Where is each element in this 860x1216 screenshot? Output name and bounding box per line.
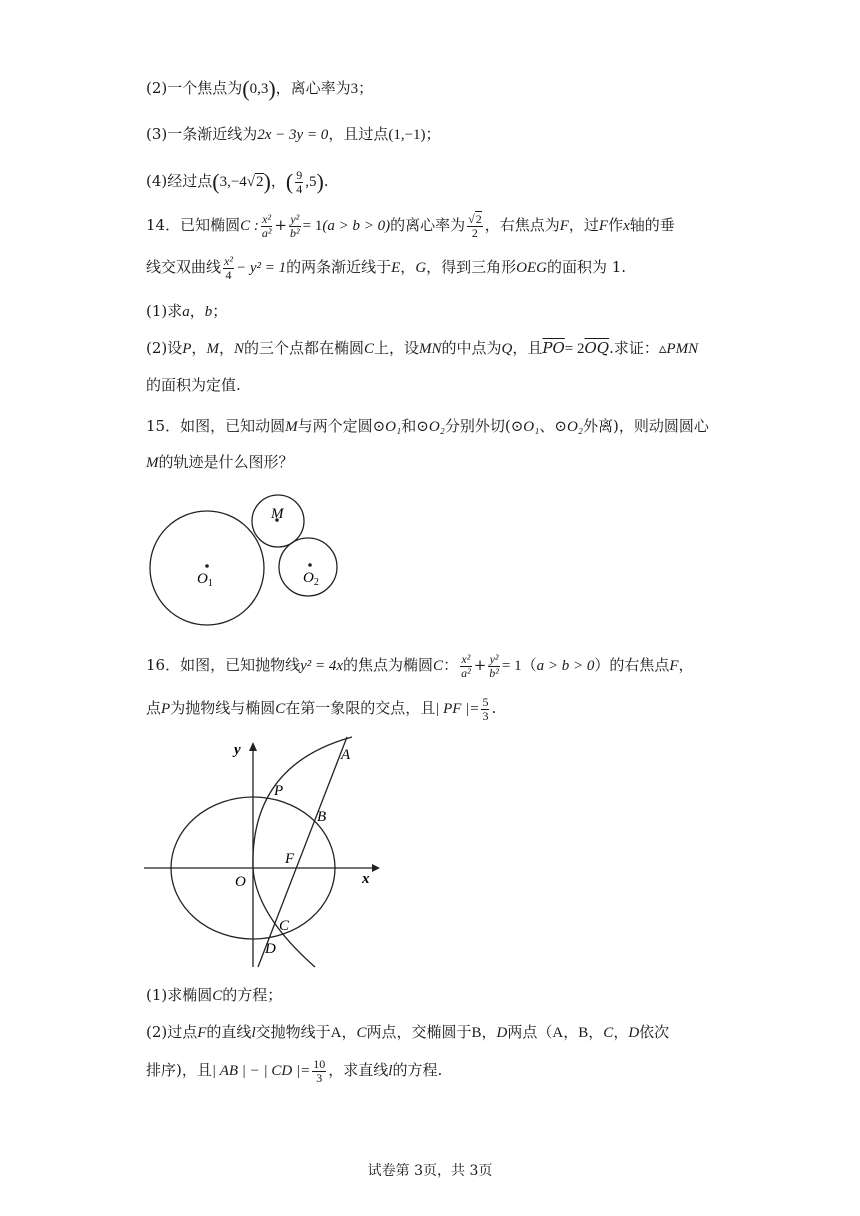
denominator: b² bbox=[290, 225, 300, 240]
label-o2-main: O bbox=[303, 570, 314, 586]
math: Q bbox=[501, 341, 513, 357]
fraction bbox=[295, 169, 303, 196]
math: 2 bbox=[475, 211, 482, 226]
math: | PF |= bbox=[435, 701, 480, 717]
q16-part2 bbox=[146, 1022, 669, 1043]
math: = 1 bbox=[501, 658, 522, 674]
math: 2 bbox=[256, 174, 264, 190]
label-o: O bbox=[235, 874, 246, 890]
fraction bbox=[481, 696, 489, 723]
math: E bbox=[391, 260, 401, 276]
math: A bbox=[330, 1025, 342, 1041]
text: 线交双曲线 bbox=[146, 258, 222, 276]
math-point: (1,−1) bbox=[388, 127, 426, 143]
label-y: y bbox=[234, 742, 241, 758]
math-asymptote: 2x − 3y = 0 bbox=[257, 127, 329, 143]
text: 与两个定圆 bbox=[297, 417, 373, 435]
label-o2 bbox=[303, 570, 319, 588]
vector: $\overline{OQ}$ bbox=[584, 339, 610, 357]
text: 的轨迹是什么图形？ bbox=[158, 453, 294, 471]
text: ； bbox=[358, 79, 374, 97]
text: （ bbox=[521, 656, 537, 674]
line-l bbox=[258, 737, 347, 967]
text: ，且 bbox=[512, 339, 543, 357]
math: ⊙O₁ bbox=[372, 419, 402, 435]
math: M bbox=[206, 341, 219, 357]
label-p: P bbox=[274, 783, 284, 799]
text: ， bbox=[218, 339, 234, 357]
text: ，得到三角形 bbox=[426, 258, 517, 276]
fraction bbox=[488, 653, 500, 680]
math: ▵PMN bbox=[658, 341, 699, 357]
text: 16．如图，已知抛物线 bbox=[146, 656, 301, 674]
q14-line1: 14．已知椭圆C : $\frac{\text{x²}}{\text{a²}}$ + $\frac{\text{y²}}{\text{b²}}$ = 1(a > b > 0)的离心率为 $\frac{√2}{2}$ ，右焦点为F，过F作x轴的垂 bbox=[146, 211, 675, 240]
text: 上，设 bbox=[374, 339, 420, 357]
q13-part3 bbox=[146, 124, 441, 145]
text: ， bbox=[588, 1023, 604, 1041]
text: ， bbox=[563, 1023, 579, 1041]
math: | AB | − | CD |= bbox=[211, 1063, 311, 1079]
math: F bbox=[669, 658, 679, 674]
denominator: a² bbox=[461, 665, 471, 680]
math: C bbox=[433, 658, 444, 674]
text: . bbox=[323, 172, 329, 190]
x-axis-arrow bbox=[372, 864, 380, 872]
text: 轴的垂 bbox=[629, 216, 675, 234]
text: 的三个点都在椭圆 bbox=[243, 339, 364, 357]
text: 排序)，且 bbox=[146, 1061, 212, 1079]
q15-line1 bbox=[146, 416, 709, 437]
q14-line2 bbox=[146, 252, 626, 283]
numerator: √2 bbox=[468, 211, 482, 226]
text: 为抛物线与椭圆 bbox=[170, 699, 276, 717]
math: F bbox=[598, 218, 609, 234]
text: (1)求 bbox=[146, 302, 183, 320]
paren: ) bbox=[263, 169, 271, 194]
math: A bbox=[552, 1025, 564, 1041]
text: 外离)，则动圆圆心 bbox=[583, 417, 709, 435]
text: ； bbox=[212, 302, 228, 320]
text: 作 bbox=[608, 216, 624, 234]
text: ， bbox=[191, 339, 207, 357]
fraction bbox=[223, 255, 234, 282]
math: D bbox=[496, 1025, 508, 1041]
math: F bbox=[559, 218, 569, 234]
math: (a > b > 0) bbox=[322, 218, 391, 234]
numerator: 9 bbox=[296, 167, 303, 182]
math: F bbox=[197, 1025, 207, 1041]
q13-part2 bbox=[146, 78, 373, 99]
math: 3 bbox=[350, 81, 359, 97]
vector: $\overline{PO}$ bbox=[542, 339, 565, 357]
q16-line2 bbox=[146, 693, 496, 724]
label-x: x bbox=[362, 871, 370, 887]
text: ，求直线 bbox=[328, 1061, 389, 1079]
label-f: F bbox=[285, 851, 295, 867]
math: l bbox=[388, 1063, 393, 1079]
label-a: A bbox=[341, 747, 351, 763]
text: 依次 bbox=[639, 1023, 670, 1041]
math: ,5 bbox=[305, 174, 317, 190]
center-o1 bbox=[205, 564, 209, 568]
label-o2-sub: 2 bbox=[313, 577, 319, 588]
q14-part2 bbox=[146, 338, 698, 359]
denominator: 2 bbox=[471, 225, 478, 240]
math: N bbox=[233, 341, 244, 357]
math: l bbox=[251, 1025, 256, 1041]
circle-o1 bbox=[150, 511, 264, 625]
denominator: b² bbox=[489, 665, 499, 680]
q14-part1 bbox=[146, 301, 227, 322]
label-o1-sub: 1 bbox=[207, 578, 213, 589]
math: G bbox=[415, 260, 427, 276]
page-footer: 试卷第 3页，共 3页 bbox=[367, 1163, 493, 1179]
label-b: B bbox=[317, 809, 327, 825]
fraction bbox=[289, 213, 301, 240]
math: C : bbox=[240, 218, 259, 234]
math: C bbox=[212, 988, 223, 1004]
math: = 2 bbox=[564, 341, 585, 357]
text: 14．已知椭圆 bbox=[146, 216, 241, 234]
text: (1)求椭圆 bbox=[146, 986, 213, 1004]
math: ⊙O₂ bbox=[416, 419, 445, 435]
coord: 0,3 bbox=[249, 81, 269, 97]
q15-line2 bbox=[146, 452, 294, 473]
text: ， bbox=[400, 258, 416, 276]
math: M bbox=[285, 419, 298, 435]
q16-part1 bbox=[146, 985, 282, 1006]
text: ， bbox=[189, 302, 205, 320]
text: 的面积为 1. bbox=[547, 258, 627, 276]
text: . bbox=[491, 699, 497, 717]
math: OEG bbox=[516, 260, 547, 276]
text: 和 bbox=[401, 417, 417, 435]
text: 两点（ bbox=[507, 1023, 553, 1041]
fraction bbox=[312, 1058, 326, 1085]
fraction bbox=[261, 213, 273, 240]
text: 的两条渐近线于 bbox=[286, 258, 392, 276]
fraction bbox=[467, 213, 483, 240]
numerator: x² bbox=[224, 253, 233, 268]
math: M bbox=[146, 455, 159, 471]
text: ， bbox=[613, 1023, 629, 1041]
text: 交抛物线于 bbox=[255, 1023, 331, 1041]
numerator: y² bbox=[290, 211, 300, 226]
math: 3,−4 bbox=[219, 174, 247, 190]
text: ， bbox=[481, 1023, 497, 1041]
math: B bbox=[471, 1025, 482, 1041]
paren: ) bbox=[268, 76, 276, 101]
text: ，过 bbox=[568, 216, 599, 234]
q13-part4 bbox=[146, 166, 329, 197]
text: (2)设 bbox=[146, 339, 183, 357]
text: .求证： bbox=[609, 339, 659, 357]
text: 的离心率为 bbox=[390, 216, 466, 234]
numerator: x² bbox=[461, 651, 471, 666]
math: ⊙O₂ bbox=[554, 419, 583, 435]
text: 的方程； bbox=[222, 986, 283, 1004]
text: 在第一象限的交点，且 bbox=[285, 699, 436, 717]
math: − y² = 1 bbox=[235, 260, 287, 276]
text: ，离心率为 bbox=[275, 79, 351, 97]
figure-16-conics bbox=[140, 735, 385, 975]
math: y² = 4x bbox=[300, 658, 344, 674]
paren: ) bbox=[316, 169, 324, 194]
label-c: C bbox=[279, 918, 290, 934]
math: C bbox=[603, 1025, 614, 1041]
label-o1-main: O bbox=[197, 571, 208, 587]
q16-line1: 16．如图，已知抛物线y² = 4x的焦点为椭圆C： $\frac{\text{x²}}{\text{a²}}$ + $\frac{\text{y²}}{\text{b²}}$ = 1（a > b > 0）的右焦点F， bbox=[146, 651, 694, 680]
q16-part2-cont bbox=[146, 1055, 442, 1086]
text: 分别外切( bbox=[444, 417, 511, 435]
paren: ( bbox=[242, 76, 250, 101]
numerator: 10 bbox=[313, 1056, 326, 1071]
label-d: D bbox=[265, 941, 276, 957]
math: MN bbox=[419, 341, 442, 357]
text: ， bbox=[270, 172, 286, 190]
q14-part2-cont bbox=[146, 375, 241, 395]
math: P bbox=[161, 701, 171, 717]
math: C bbox=[363, 341, 374, 357]
text: 的直线 bbox=[206, 1023, 252, 1041]
text: (2)过点 bbox=[146, 1023, 198, 1041]
math: C bbox=[275, 701, 286, 717]
text: (3)一条渐近线为 bbox=[146, 125, 258, 143]
text: (2)一个焦点为 bbox=[146, 79, 243, 97]
center-o2 bbox=[308, 563, 312, 567]
label-m: M bbox=[271, 506, 284, 522]
text: ）的右焦点 bbox=[594, 656, 670, 674]
denominator: a² bbox=[261, 225, 272, 240]
text: 的焦点为椭圆 bbox=[343, 656, 434, 674]
circle-o2 bbox=[279, 538, 337, 596]
text: ； bbox=[425, 125, 441, 143]
text: 15．如图，已知动圆 bbox=[146, 417, 286, 435]
y-axis-arrow bbox=[249, 742, 257, 751]
fraction bbox=[460, 653, 472, 680]
text: 的方程. bbox=[392, 1061, 443, 1079]
math: a bbox=[182, 304, 190, 320]
paren: ( bbox=[212, 169, 220, 194]
math: a > b > 0 bbox=[536, 658, 595, 674]
text: ， bbox=[678, 656, 694, 674]
denominator: 3 bbox=[482, 708, 489, 723]
text: 的中点为 bbox=[441, 339, 502, 357]
denominator: 4 bbox=[225, 267, 232, 282]
math: C bbox=[356, 1025, 367, 1041]
math: ⊙O₁ bbox=[510, 419, 540, 435]
math: P bbox=[182, 341, 192, 357]
text: 点 bbox=[146, 699, 162, 717]
denominator: 4 bbox=[296, 181, 303, 196]
label-o1 bbox=[197, 571, 213, 589]
math: x bbox=[623, 218, 630, 234]
text: 的面积为定值. bbox=[146, 376, 241, 394]
text: ， bbox=[341, 1023, 357, 1041]
math: = 1 bbox=[302, 218, 323, 234]
text: 两点，交椭圆于 bbox=[366, 1023, 472, 1041]
math: D bbox=[628, 1025, 640, 1041]
figure-15-circles bbox=[140, 490, 350, 630]
math: b bbox=[204, 304, 213, 320]
text: 、 bbox=[539, 417, 555, 435]
math: B bbox=[578, 1025, 589, 1041]
text: ： bbox=[443, 656, 459, 674]
text: ，右焦点为 bbox=[484, 216, 560, 234]
numerator: 5 bbox=[482, 694, 489, 709]
sqrt-sign: √ bbox=[246, 174, 256, 190]
text: ，且过点 bbox=[328, 125, 389, 143]
text: (4)经过点 bbox=[146, 172, 213, 190]
numerator: y² bbox=[489, 651, 499, 666]
paren: ( bbox=[285, 169, 294, 194]
numerator: x² bbox=[262, 211, 272, 226]
denominator: 3 bbox=[316, 1070, 323, 1085]
